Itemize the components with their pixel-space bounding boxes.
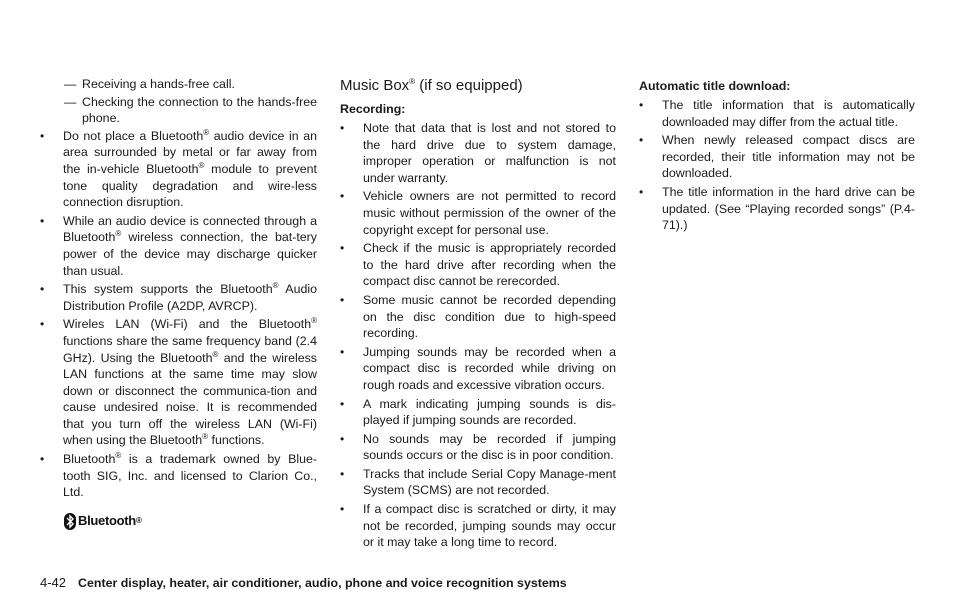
title-download-heading: Automatic title download:: [639, 79, 791, 93]
bullet-item: • When newly released compact discs are recorded, their title information may not be downloaded.: [639, 132, 915, 182]
dash-list: [40, 76, 317, 127]
bullet-item: • A mark indicating jumping sounds is dis-played if jumping sounds are recorded.: [340, 396, 616, 429]
bluetooth-logo: Bluetooth ®: [64, 513, 317, 530]
bullet-item: • Some music cannot be recorded depending on the disc condition due to high-speed recording.: [340, 292, 616, 342]
bluetooth-logo-text: Bluetooth: [78, 513, 136, 529]
bullet-item: • Jumping sounds may be recorded when a compact disc is recorded while driving on rough roads and excessive vibration occurs.: [340, 344, 616, 394]
bullet-item: • Vehicle owners are not permitted to record music without permission of the owner of the copyright except for personal use.: [340, 188, 616, 238]
bluetooth-icon: [64, 513, 76, 530]
title-download-list: [639, 97, 915, 234]
bullet-item: • Do not place a Bluetooth® audio device in an area surrounded by metal or far away from the in-vehicle Bluetooth® module to prevent tone quality degradation and wire-less connection disruption.: [40, 128, 317, 211]
bullet-item: • Note that data that is lost and not stored to the hard drive due to system damage, improper operation or malfunction is not under warranty.: [340, 120, 616, 186]
bullet-item: • The title information in the hard drive can be updated. (See “Playing recorded songs” (P.4-71).): [639, 184, 915, 234]
bullet-item: • The title information that is automatically downloaded may differ from the actual title.: [639, 97, 915, 130]
dash-item: — Checking the connection to the hands-free phone.: [64, 94, 317, 126]
bluetooth-notes-list: [40, 128, 317, 501]
bullet-item: • If a compact disc is scratched or dirty, it may not be recorded, jumping sounds may occur or it may take a long time to record.: [340, 501, 616, 551]
bullet-item: • No sounds may be recorded if jumping sounds occurs or the disc is in poor condition.: [340, 431, 616, 464]
bullet-item: • Check if the music is appropriately recorded to the hard drive after recording when the compact disc cannot be rerecorded.: [340, 240, 616, 290]
middle-column: [340, 76, 616, 553]
bullet-item: • Bluetooth® is a trademark owned by Blue-tooth SIG, Inc. and licensed to Clarion Co., Ltd.: [40, 451, 317, 501]
recording-list: [340, 120, 616, 551]
bullet-item: • This system supports the Bluetooth® Audio Distribution Profile (A2DP, AVRCP).: [40, 281, 317, 314]
dash-item: — Receiving a hands-free call.: [64, 77, 235, 91]
bullet-item: • Wireles LAN (Wi-Fi) and the Bluetooth® functions share the same frequency band (2.4 GHz). Using the Bluetooth® and the wireless LAN functions at the same time may slow down or disconnect the communica-tion and cause undesired noise. It is recommended that you turn off the wireless LAN (Wi-Fi) when using the Bluetooth® functions.: [40, 316, 317, 449]
section-title: Music Box® (if so equipped): [340, 77, 523, 94]
page-number: 4-42: [40, 575, 67, 590]
bullet-item: • Tracks that include Serial Copy Manage-ment System (SCMS) are not recorded.: [340, 466, 616, 499]
bullet-item: • While an audio device is connected through a Bluetooth® wireless connection, the bat-tery power of the device may discharge quicker than usual.: [40, 213, 317, 279]
recording-heading: Recording:: [340, 102, 406, 116]
chapter-title: Center display, heater, air conditioner, audio, phone and voice recognition systems: [78, 576, 567, 590]
left-column: [40, 76, 317, 530]
page-footer: [40, 575, 567, 590]
right-column: [639, 76, 915, 236]
